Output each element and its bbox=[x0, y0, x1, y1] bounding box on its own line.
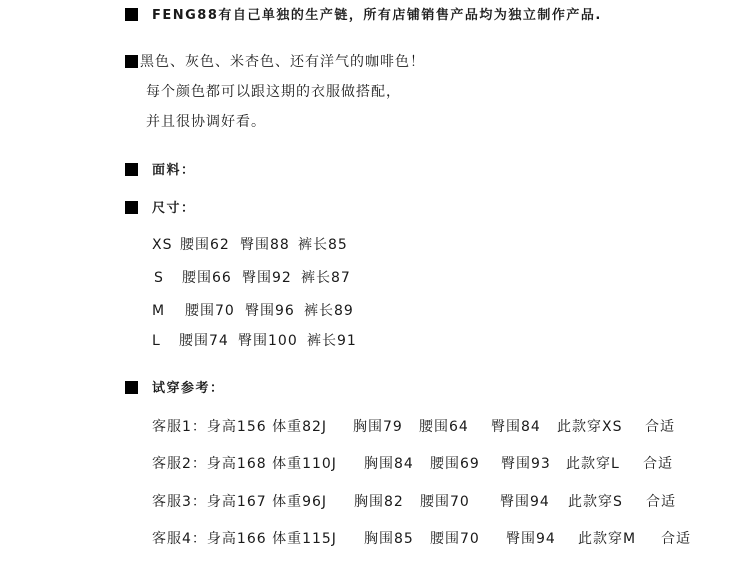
size-code: L bbox=[152, 333, 161, 349]
colors-line-1: 黑色、灰色、米杏色、还有洋气的咖啡色！ bbox=[140, 54, 425, 70]
fitting-label: 试穿参考： bbox=[152, 381, 225, 396]
fitting-chest: 胸围82 bbox=[354, 494, 404, 510]
bullet-size-icon bbox=[125, 201, 138, 214]
fabric-label: 面料： bbox=[152, 163, 196, 178]
size-length: 裤长91 bbox=[307, 333, 357, 349]
fitting-hip: 臀围94 bbox=[500, 494, 550, 510]
fitting-waist: 腰围70 bbox=[420, 494, 470, 510]
fitting-wears: 此款穿S bbox=[568, 494, 623, 510]
fitting-wears: 此款穿XS bbox=[557, 419, 623, 435]
size-waist: 腰围62 bbox=[180, 237, 230, 253]
size-length: 裤长87 bbox=[301, 270, 351, 286]
fitting-chest: 胸围85 bbox=[364, 531, 414, 547]
size-hip: 臀围88 bbox=[240, 237, 290, 253]
fitting-wears: 此款穿L bbox=[566, 456, 620, 472]
fitting-fit: 合适 bbox=[661, 531, 691, 547]
size-code: XS bbox=[152, 237, 173, 253]
fitting-hip: 臀围93 bbox=[501, 456, 551, 472]
fitting-fit: 合适 bbox=[643, 456, 673, 472]
size-hip: 臀围96 bbox=[245, 303, 295, 319]
fitting-body: 客服2：身高168 体重110J bbox=[152, 456, 337, 472]
fitting-body: 客服1：身高156 体重82J bbox=[152, 419, 328, 435]
fitting-chest: 胸围84 bbox=[364, 456, 414, 472]
size-length: 裤长89 bbox=[304, 303, 354, 319]
fitting-fit: 合适 bbox=[646, 494, 676, 510]
size-code: M bbox=[152, 303, 166, 319]
fitting-waist: 腰围69 bbox=[430, 456, 480, 472]
bullet-fabric-icon bbox=[125, 163, 138, 176]
fitting-hip: 臀围94 bbox=[506, 531, 556, 547]
fitting-hip: 臀围84 bbox=[491, 419, 541, 435]
fitting-body: 客服3：身高167 体重96J bbox=[152, 494, 328, 510]
size-waist: 腰围74 bbox=[179, 333, 229, 349]
fitting-chest: 胸围79 bbox=[353, 419, 403, 435]
size-waist: 腰围66 bbox=[182, 270, 232, 286]
bullet-intro-icon bbox=[125, 8, 138, 21]
colors-line-3: 并且很协调好看。 bbox=[146, 114, 266, 130]
size-hip: 臀围100 bbox=[238, 333, 298, 349]
size-hip: 臀围92 bbox=[242, 270, 292, 286]
bullet-fitting-icon bbox=[125, 381, 138, 394]
fitting-waist: 腰围64 bbox=[419, 419, 469, 435]
fitting-body: 客服4：身高166 体重115J bbox=[152, 531, 337, 547]
size-code: S bbox=[154, 270, 164, 286]
fitting-waist: 腰围70 bbox=[430, 531, 480, 547]
intro-text: FENG88有自己单独的生产链，所有店铺销售产品均为独立制作产品. bbox=[152, 8, 602, 23]
colors-line-2: 每个颜色都可以跟这期的衣服做搭配， bbox=[146, 84, 401, 100]
size-label: 尺寸： bbox=[152, 201, 196, 216]
size-waist: 腰围70 bbox=[185, 303, 235, 319]
bullet-colors-icon bbox=[125, 55, 138, 68]
fitting-wears: 此款穿M bbox=[578, 531, 637, 547]
fitting-fit: 合适 bbox=[645, 419, 675, 435]
size-length: 裤长85 bbox=[298, 237, 348, 253]
